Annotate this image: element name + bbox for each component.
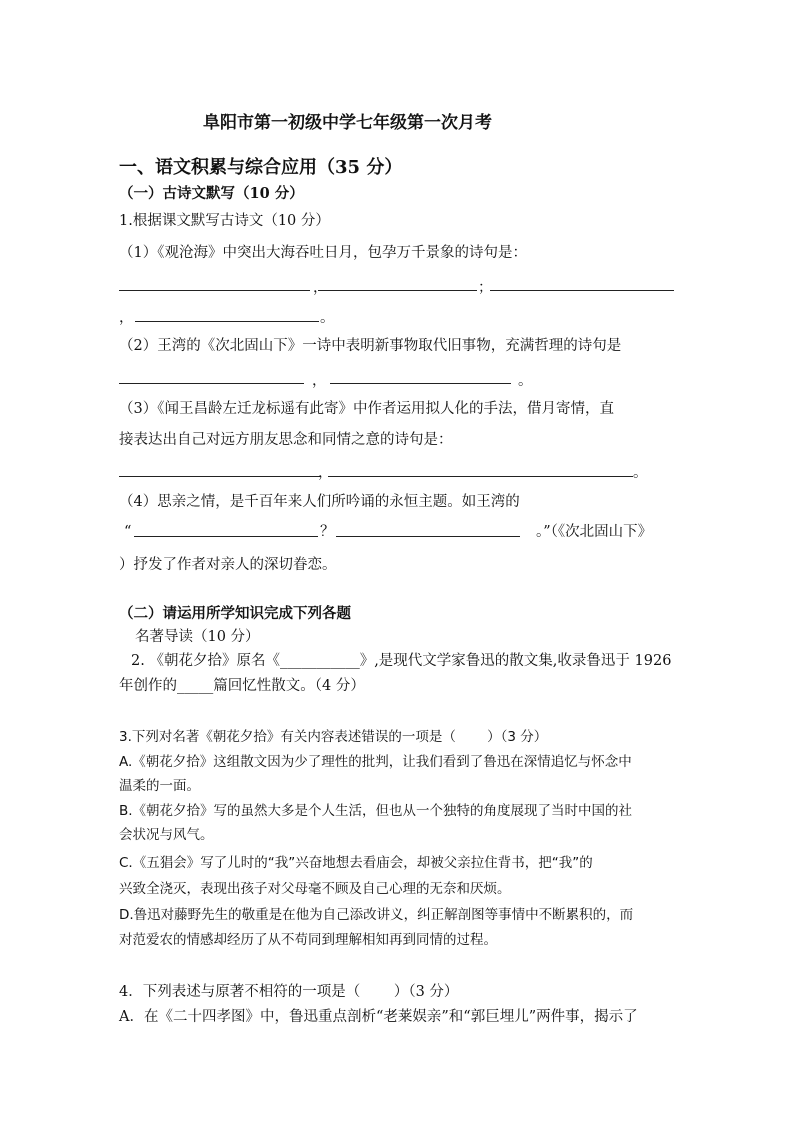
part2-heading: （二）请运用所学知识完成下列各题 (119, 605, 351, 622)
answer-blank[interactable] (119, 290, 310, 291)
comma: ， (313, 280, 328, 296)
comma: ， (119, 310, 134, 326)
answer-blank[interactable] (135, 321, 319, 322)
answer-blank[interactable] (336, 536, 520, 537)
answer-blank[interactable] (134, 536, 318, 537)
part1-heading: （一）古诗文默写（10 分） (119, 185, 304, 202)
period: 。 (320, 310, 335, 326)
question-mark: ？ (320, 524, 335, 540)
comma: ， (318, 465, 333, 481)
q1-item-3-line2: 接表达出自己对远方朋友思念和同情之意的诗句是： (119, 432, 453, 448)
q1-item-4-line1: （4）思亲之情，是千百年来人们所吟诵的永恒主题。如王湾的 (119, 494, 520, 510)
part2-subheading: 名著导读（10 分） (135, 629, 260, 645)
answer-blank[interactable] (119, 383, 304, 384)
q3-stem: 3.下列对名著《朝花夕拾》有关内容表述错误的一项是（ ）（3 分） (119, 729, 548, 745)
q1-item-4-line3: ）抒发了作者对亲人的深切眷恋。 (119, 557, 337, 573)
open-quote: “ (124, 524, 132, 540)
answer-blank[interactable] (490, 290, 674, 291)
q1-intro: 1.根据课文默写古诗文（10 分） (119, 213, 330, 229)
answer-blank[interactable] (328, 476, 633, 477)
exam-title: 阜阳市第一初级中学七年级第一次月考 (203, 113, 492, 133)
q3-option-a-cont: 温柔的一面。 (119, 778, 200, 794)
q1-item-2: （2）王湾的《次北固山下》一诗中表明新事物取代旧事物，充满哲理的诗句是 (119, 338, 622, 354)
period: 。 (518, 373, 533, 389)
q3-option-b: B.《朝花夕拾》写的虽然大多是个人生活，但也从一个独特的角度展现了当时中国的社 (119, 803, 633, 819)
q3-option-d-cont: 对范爱农的情感却经历了从不苟同到理解相知再到同情的过程。 (119, 932, 497, 948)
q3-option-c: C.《五猖会》写了儿时的“我”兴奋地想去看庙会，却被父亲拉住背书，把“我”的 (119, 855, 593, 871)
answer-blank[interactable] (318, 290, 477, 291)
q3-option-c-cont: 兴致全浇灭，表现出孩子对父母毫不顾及自己心理的无奈和厌烦。 (119, 881, 511, 897)
comma: ， (312, 373, 327, 389)
q1-item-4-source: 。”（《次北固山下》 (536, 524, 653, 540)
q4-option-a: A．在《二十四孝图》中，鲁迅重点剖析“老莱娱亲”和“郭巨埋儿”两件事，揭示了 (119, 1009, 638, 1025)
section-heading: 一、语文积累与综合应用（35 分） (119, 157, 403, 178)
answer-blank[interactable] (330, 383, 511, 384)
q2-line2: 年创作的_____篇回忆性散文。（4 分） (119, 678, 365, 694)
q4-stem: 4．下列表述与原著不相符的一项是（ ）（3 分） (119, 984, 459, 1000)
q3-option-d: D.鲁迅对藤野先生的敬重是在他为自己添改讲义，纠正解剖图等事情中不断累积的，而 (119, 907, 634, 923)
answer-blank[interactable] (119, 476, 321, 477)
q1-item-3-line1: （3）《闻王昌龄左迁龙标遥有此寄》中作者运用拟人化的手法，借月寄情，直 (119, 401, 614, 417)
period: 。 (633, 465, 648, 481)
semicolon: ； (478, 280, 493, 296)
q3-option-b-cont: 会状况与风气。 (119, 827, 214, 843)
q3-option-a: A.《朝花夕拾》这组散文因为少了理性的批判，让我们看到了鲁迅在深情追忆与怀念中 (119, 754, 632, 770)
q2-line1: 2. 《朝花夕拾》原名《___________》,是现代文学家鲁迅的散文集,收录鲁迅于 1926 (131, 653, 672, 669)
q1-item-1: （1）《观沧海》中突出大海吞吐日月，包孕万千景象的诗句是： (119, 245, 527, 261)
